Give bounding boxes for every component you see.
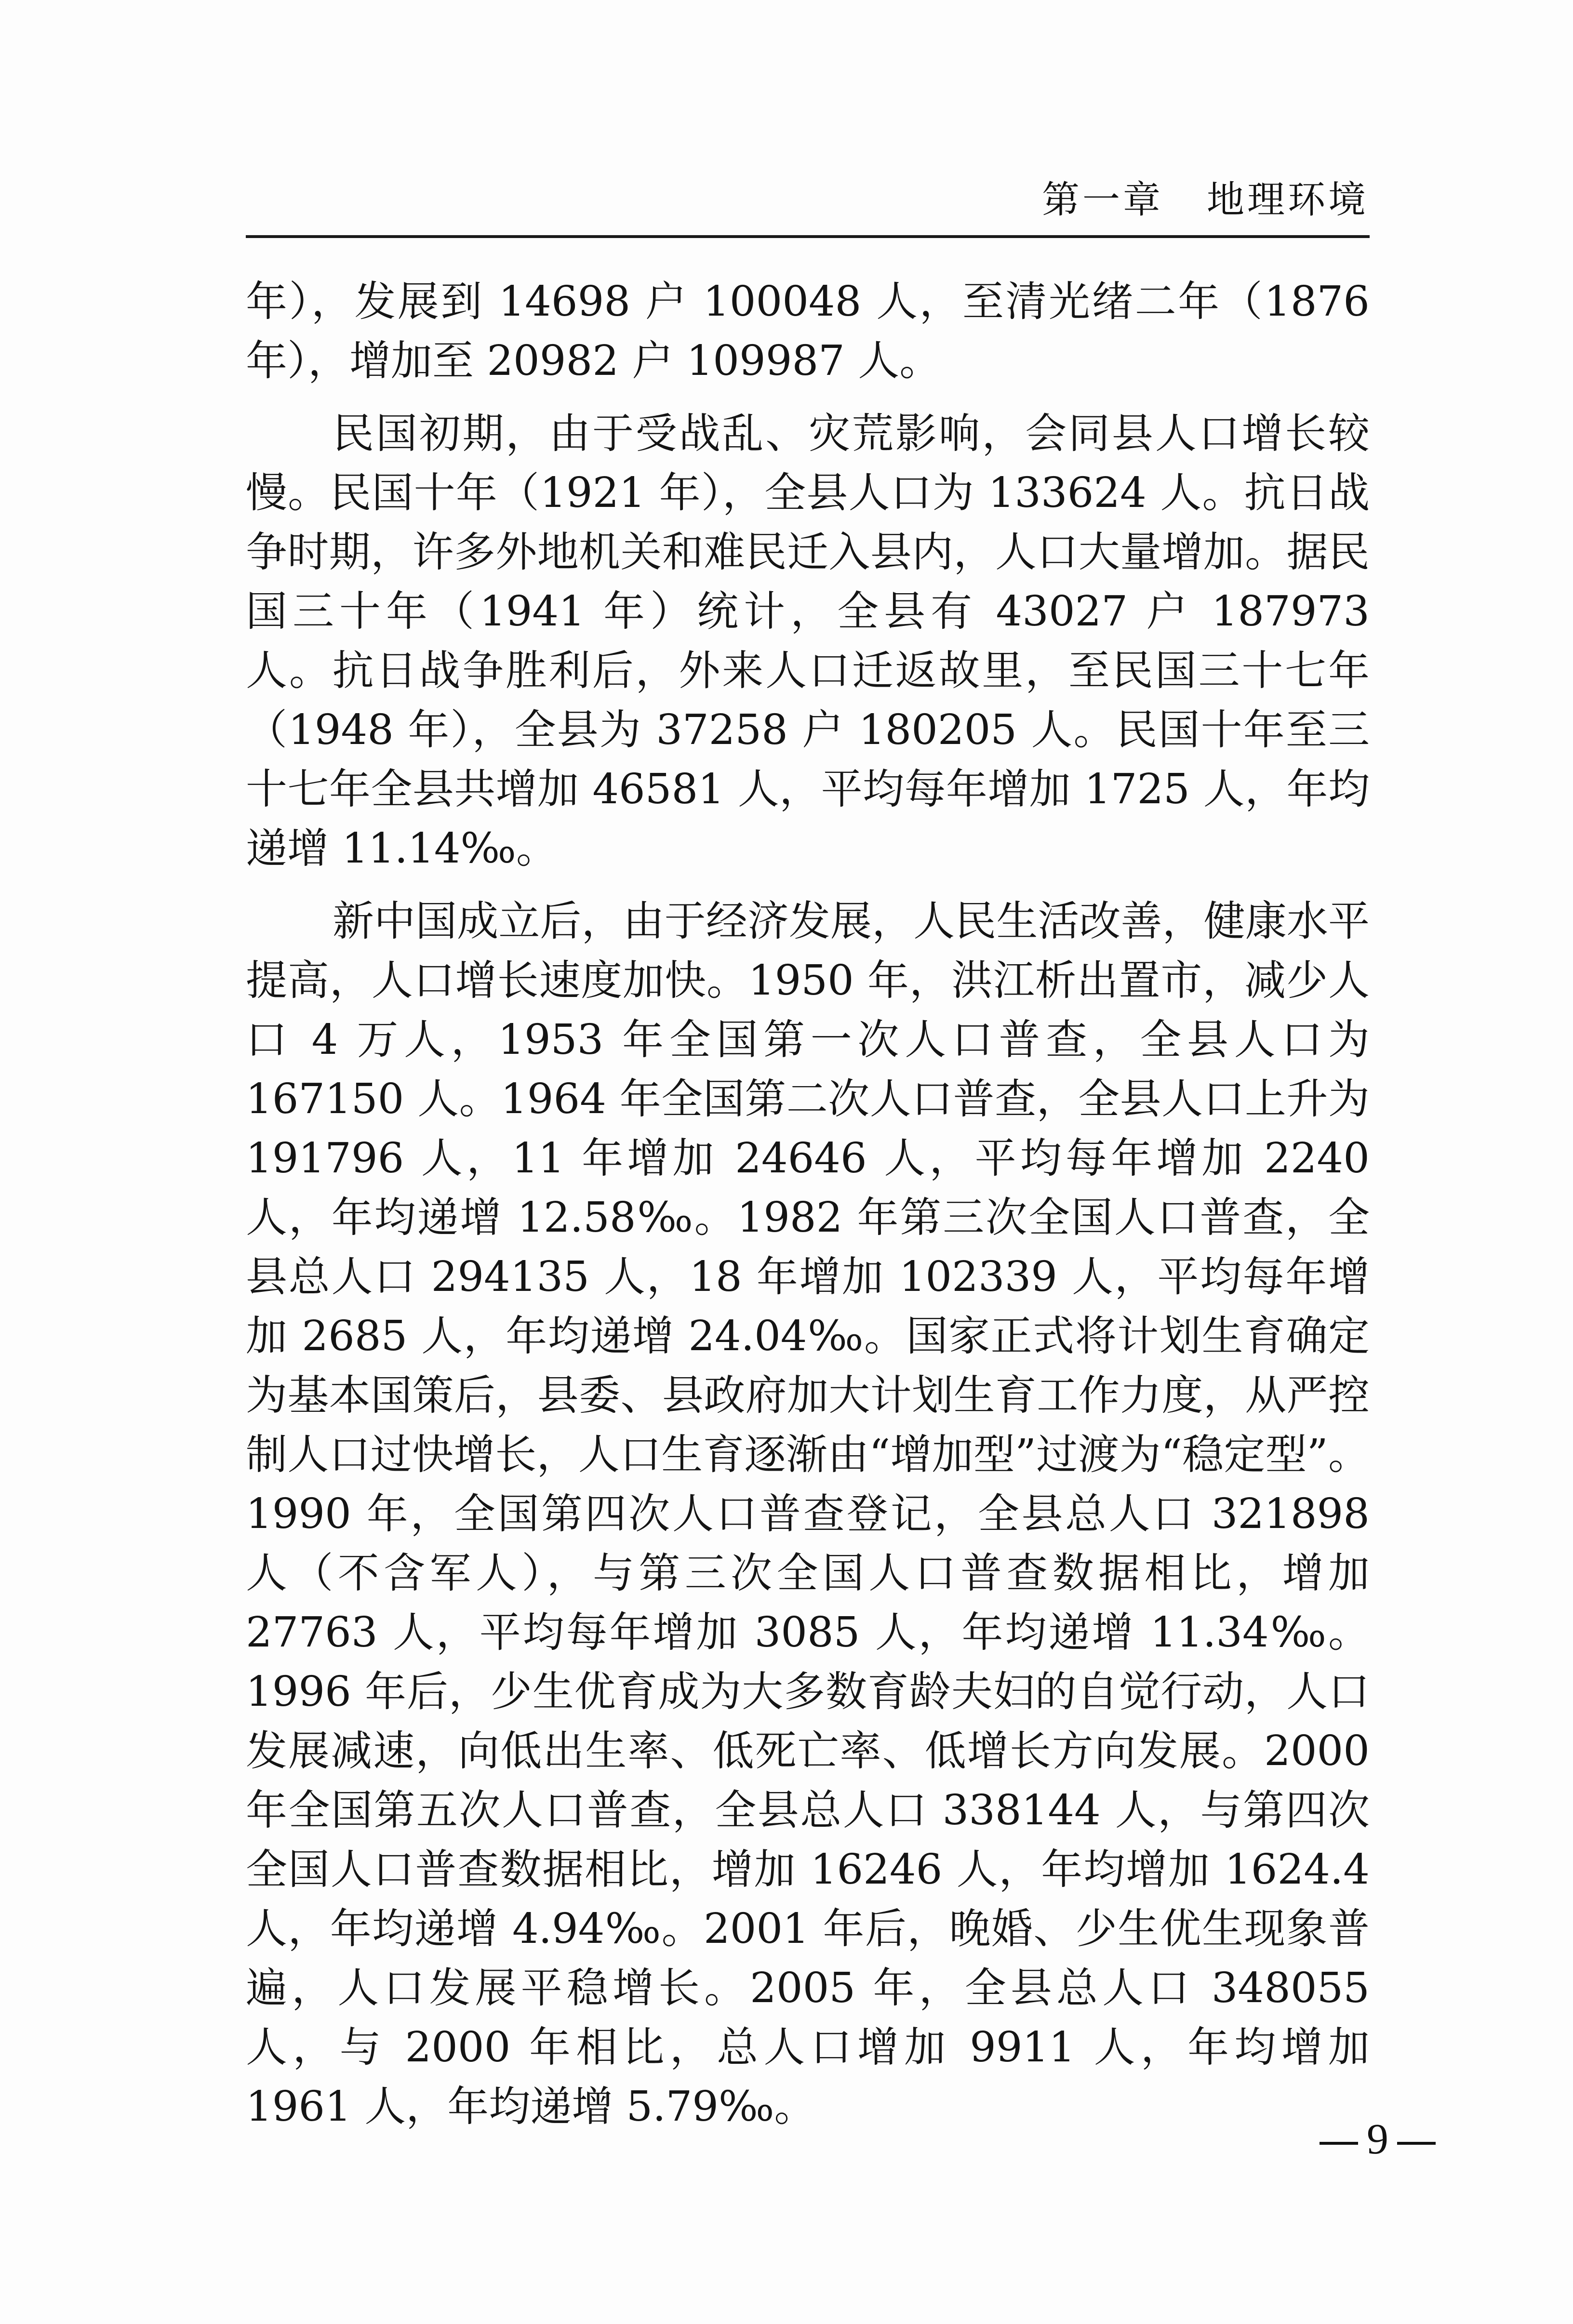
page-number: [1311, 2113, 1436, 2166]
paragraph-republic-era: 民国初期，由于受战乱、灾荒影响，会同县人口增长较慢。民国十年（1921 年），全县人口为 133624 人。抗日战争时期，许多外地机关和难民迁入县内，人口大量增加。据民国三十年（1941 年）统计，全县有 43027 户 187973 人。抗日战争胜利后，外来人口迁返故里，至民国三十七年（1948 年），全县为 37258 户 180205 人。民国十年至三十七年全县共增加 46581 人，平均每年增加 1725 人，年均递增 11.14‰。: [246, 410, 1370, 873]
paragraph-new-china: 新中国成立后，由于经济发展，人民生活改善，健康水平提高，人口增长速度加快。1950 年，洪江析出置市，减少人口 4 万人，1953 年全国第一次人口普查，全县人口为 167150 人。1964 年全国第二次人口普查，全县人口上升为 191796 人，11 年增加 24646 人，平均每年增加 2240 人，年均递增 12.58‰。1982 年第三次全国人口普查，全县总人口 294135 人，18 年增加 102339 人，平均每年增加 2685 人，年均递增 24.04‰。国家正式将计划生育确定为基本国策后，县委、县政府加大计划生育工作力度，从严控制人口过快增长，人口生育逐渐由“增加型”过渡为“稳定型”。1990 年，全国第四次人口普查登记，全县总人口 321898 人（不含军人），与第三次全国人口普查数据相比，增加 27763 人，平均每年增加 3085 人，年均递增 11.34‰。1996 年后，少生优育成为大多数育龄夫妇的自觉行动，人口发展减速，向低出生率、低死亡率、低增长方向发展。2000 年全国第五次人口普查，全县总人口 338144 人，与第四次全国人口普查数据相比，增加 16246 人，年均增加 1624.4 人，年均递增 4.94‰。2001 年后，晚婚、少生优生现象普遍，人口发展平稳增长。2005 年，全县总人口 348055 人，与 2000 年相比，总人口增加 9911 人，年均增加 1961 人，年均递增 5.79‰。: [246, 897, 1370, 2131]
page-number-value: 9: [1367, 2115, 1388, 2163]
body-text: [246, 272, 1370, 2150]
chapter-title: 地理环境: [1206, 178, 1369, 222]
chapter-label: 第一章: [1041, 178, 1163, 222]
paragraph-continued: 年），发展到 14698 户 100048 人，至清光绪二年（1876 年），增加至 20982 户 109987 人。: [246, 278, 1370, 385]
header-rule: [246, 235, 1370, 238]
folio-dash-left: [1320, 2142, 1358, 2145]
running-head: [246, 173, 1369, 226]
folio-dash-right: [1397, 2142, 1436, 2145]
